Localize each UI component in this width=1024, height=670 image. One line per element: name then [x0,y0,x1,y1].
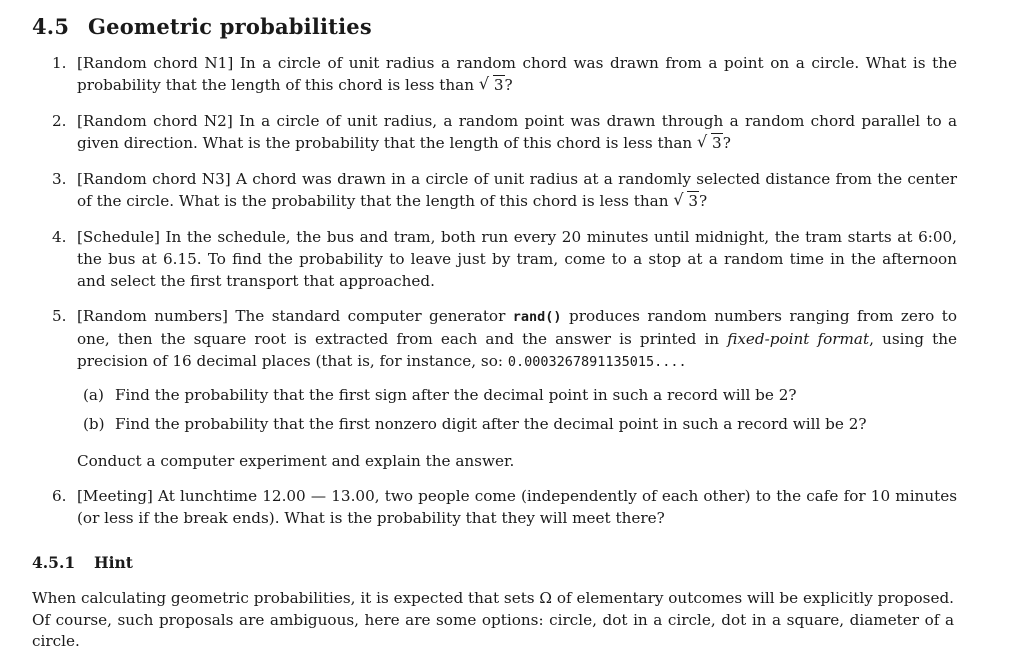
emphasis-text: fixed-point format [727,330,870,348]
item-number: 6. [52,487,67,505]
item-text: The standard computer generator [235,307,513,325]
omega-symbol: Ω [539,589,553,607]
item-number: 3. [52,170,67,188]
section-title: Geometric probabilities [88,14,372,39]
sub-item-label: (b) [83,415,105,433]
section-number: 4.5 [32,14,70,39]
sub-item-a [83,384,953,406]
sub-item-text: Find the probability that the first nonzero digit after the decimal point in such a record will be 2? [115,415,867,433]
hint-text: of elementary outcomes will be explicitly proposed. Of course, such proposals are ambiguous, here are some options: circle, dot in a circle, dot in a square, diameter of a circle. [32,589,954,650]
item-text: produces random numbers ranging from zero to one, then the square root is extracted from each and the answer is printed in [77,307,957,348]
item-number: 1. [52,54,67,72]
item-number: 4. [52,228,67,246]
subsection-heading [32,553,133,572]
item-tag: [Random chord N2] [77,112,233,130]
item-tag: [Random numbers] [77,307,228,325]
sqrt-argument: 3 [493,76,504,94]
item-text: At lunchtime 12.00 — 13.00, two people come (independently of each other) to the cafe for 10 minutes (or less if the break ends). What is the probability that they will meet there? [77,487,957,527]
sqrt-expression: √ 3 [478,74,504,94]
sub-item-b [83,413,953,435]
sub-item-text: Find the probability that the first sign after the decimal point in such a record will be 2? [115,386,797,404]
subsection-title: Hint [94,553,133,572]
conduct-note: Conduct a computer experiment and explain the answer. [77,452,515,470]
item-text: A chord was drawn in a circle of unit radius at a randomly selected distance from the center of the circle. What is the probability that the length of this chord is less than [77,170,958,210]
item-text: In the schedule, the bus and tram, both run every 20 minutes until midnight, the tram starts at 6:00, the bus at 6.15. To find the probability to leave just by tram, come to a stop at a random time in the afternoon and select the first transport that approached. [77,228,958,290]
problem-item-5 [52,305,957,373]
item-tag: [Schedule] [77,228,160,246]
problem-item-6 [52,485,957,529]
item-text: In a circle of unit radius a random chord was drawn from a point on a circle. What is the probability that the length of this chord is less than [77,54,958,94]
sqrt-argument: 3 [688,192,698,210]
item-tag: [Meeting] [77,487,153,505]
sqrt-argument: 3 [712,134,722,152]
hint-paragraph [32,588,954,653]
section-heading [32,14,372,39]
subsection-number: 4.5.1 [32,553,76,572]
problem-item-2 [52,110,957,154]
item-text: In a circle of unit radius, a random point was drawn through a random chord parallel to a given direction. What is the probability that the length of this chord is less than [77,112,957,152]
problem-item-4 [52,226,957,292]
item-text-end: ? [698,192,708,210]
item-text: , using the precision of 16 decimal places (that is, for instance, so: [77,330,958,370]
item-tag: [Random chord N3] [77,170,231,188]
item-tag: [Random chord N1] [77,54,234,72]
problem-item-3 [52,168,957,212]
item-text-end: ? [722,134,731,152]
item-number: 2. [52,112,67,130]
hint-text: When calculating geometric probabilities, it is expected that sets [32,589,540,607]
item-number: 5. [52,307,67,325]
problem-item-1 [52,52,957,96]
code-number: 0.0003267891135015.... [507,354,687,370]
sub-item-label: (a) [83,386,104,404]
sqrt-expression: √ 3 [673,190,698,210]
item-text-end: ? [504,76,513,94]
sqrt-expression: √ 3 [697,132,722,152]
code-function: rand() [512,309,562,325]
